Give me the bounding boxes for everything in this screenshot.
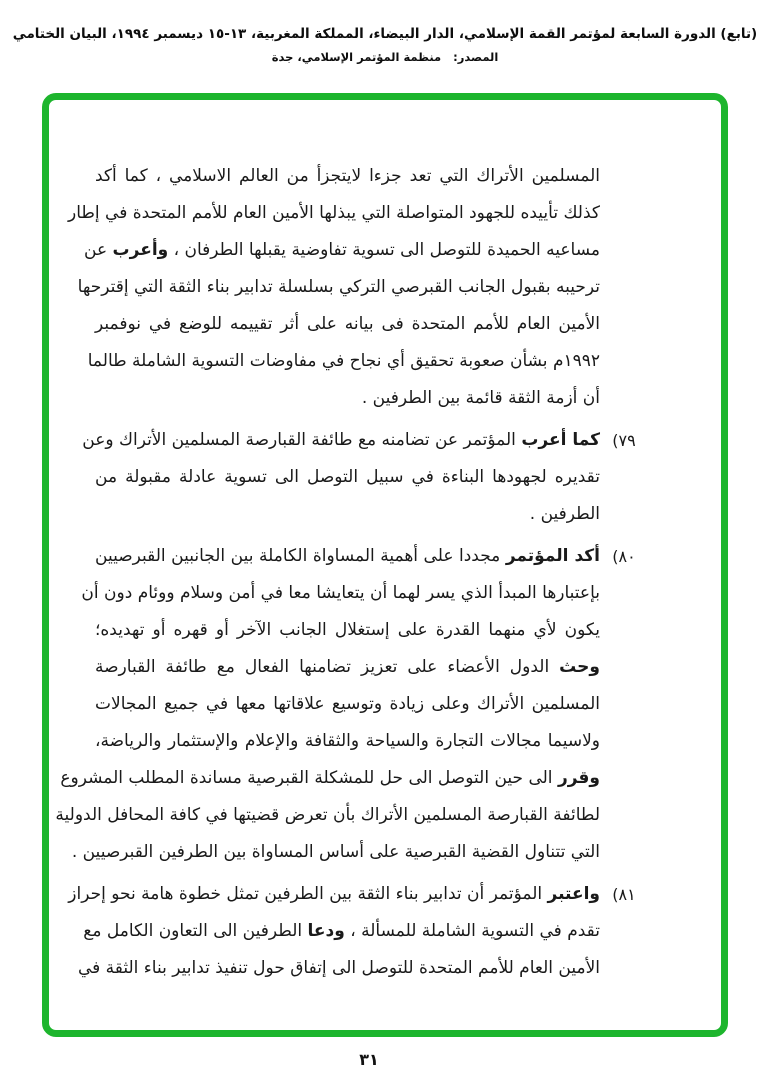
- text-segment: ترحيبه بقبول الجانب القبرصي التركي بسلسلة تدابير بناء الثقة التي إقترحها: [77, 277, 600, 297]
- text-segment: ولاسيما مجالات التجارة والسياحة والثقافة والإعلام والإستثمار والرياضة،: [95, 731, 600, 751]
- text-segment: لطائفة القبارصة المسلمين الأتراك بأن تعرض قضيتها في كافة المحافل الدولية: [55, 805, 600, 825]
- text-segment: بإعتبارها المبدأ الذي يسر لهما أن يتعايشا معا في أمن وسلام ووئام دون أن: [81, 583, 600, 603]
- text-line: [77, 269, 600, 306]
- bold-text-segment: كما أعرب: [521, 430, 600, 450]
- text-segment: المؤتمر عن تضامنه مع طائفة القبارصة المسلمين الأتراك وعن: [82, 430, 522, 450]
- source-value: منظمة المؤتمر الإسلامي، جدة: [271, 50, 442, 64]
- paragraph-text: [82, 422, 600, 533]
- text-segment: عن: [84, 240, 113, 260]
- text-segment: الأمين العام للأمم المتحدة للتوصل الى إتفاق حول تنفيذ تدابير بناء الثقة في: [77, 958, 600, 978]
- page-number: ٣١: [359, 1050, 379, 1069]
- text-segment: مجددا على أهمية المساواة الكاملة بين الجانبين القبرصيين: [95, 546, 506, 566]
- text-line: [95, 158, 600, 195]
- text-segment: الطرفين الى التعاون الكامل مع: [83, 921, 308, 941]
- paragraph-text: [55, 538, 600, 871]
- text-line: [68, 876, 600, 913]
- paragraph: [67, 158, 648, 417]
- paragraph-number: ٧٩): [612, 431, 636, 450]
- text-line: [95, 612, 600, 649]
- text-segment: مساعيه الحميدة للتوصل الى تسوية تفاوضية يقبلها الطرفان ،: [168, 240, 600, 260]
- text-segment: الى حين التوصل الى حل للمشكلة القبرصية مساندة المطلب المشروع: [60, 768, 558, 788]
- text-line: [84, 232, 600, 269]
- text-line: [95, 686, 600, 723]
- paragraph: [68, 876, 648, 987]
- text-segment: التي تتناول القضية القبرصية على أساس المساواة بين الطرفين القبرصيين .: [71, 842, 600, 862]
- paragraph: [82, 422, 648, 533]
- text-line: [95, 649, 600, 686]
- text-line: [95, 380, 600, 417]
- document-source: [0, 50, 770, 64]
- text-segment: كذلك تأييده للجهود المتواصلة التي يبذلها الأمين العام للأمم المتحدة في إطار: [67, 203, 600, 223]
- text-line: [87, 343, 600, 380]
- text-line: [77, 950, 600, 987]
- text-line: [83, 913, 600, 950]
- text-segment: المسلمين الأتراك التي تعد جزءا لايتجزأ من العالم الاسلامي ، كما أكد: [95, 166, 600, 186]
- text-segment: الطرفين .: [529, 504, 600, 524]
- document-body: [55, 158, 648, 992]
- text-segment: المسلمين الأتراك وعلى زيادة وتوسيع علاقاتها معها في جميع المجالات: [95, 694, 600, 714]
- source-label: المصدر:: [453, 50, 499, 64]
- text-segment: المؤتمر أن تدابير بناء الثقة بين الطرفين تمثل خطوة هامة نحو إحراز: [68, 884, 548, 904]
- text-segment: الدول الأعضاء على تعزيز تضامنها الفعال مع طائفة القبارصة: [95, 657, 560, 677]
- text-line: [95, 538, 600, 575]
- bold-text-segment: واعتبر: [547, 884, 600, 904]
- paragraph-number: ٨١): [612, 885, 636, 904]
- text-line: [95, 723, 600, 760]
- text-line: [55, 797, 600, 834]
- text-line: [82, 422, 600, 459]
- bold-text-segment: أكد المؤتمر: [505, 546, 600, 566]
- text-segment: تقديره لجهودها البناءة في سبيل التوصل الى تسوية عادلة مقبولة من: [95, 467, 600, 487]
- text-segment: الأمين العام للأمم المتحدة فى بيانه على أثر تقييمه للوضع في نوفمبر: [95, 314, 600, 334]
- page-frame: [42, 93, 728, 1037]
- document-header: [0, 24, 770, 64]
- text-line: [81, 575, 600, 612]
- text-line: [95, 459, 600, 496]
- bold-text-segment: وقرر: [557, 768, 600, 788]
- paragraph-number: [600, 158, 648, 417]
- text-segment: ١٩٩٢م بشأن صعوبة تحقيق أي نجاح في مفاوضات التسوية الشاملة طالما: [87, 351, 600, 371]
- text-line: [67, 195, 600, 232]
- text-line: [95, 306, 600, 343]
- document-title: (تابع) الدورة السابعة لمؤتمر القمة الإسلامي، الدار البيضاء، المملكة المغربية، ١٣-١٥ ديسمبر ١٩٩٤، البيان الختامي: [12, 26, 758, 42]
- paragraph-text: [68, 876, 600, 987]
- text-line: [60, 760, 600, 797]
- bold-text-segment: وحث: [559, 657, 600, 677]
- bold-text-segment: وأعرب: [112, 240, 169, 260]
- text-segment: يكون لأي منهما القدرة على إستغلال الجانب الآخر أو قهره أو تهديده؛: [95, 620, 600, 640]
- text-segment: تقدم في التسوية الشاملة للمسألة ،: [344, 921, 600, 941]
- text-line: [95, 496, 600, 533]
- paragraph-number: ٨٠): [612, 547, 636, 566]
- text-segment: أن أزمة الثقة قائمة بين الطرفين .: [361, 388, 600, 408]
- bold-text-segment: ودعا: [307, 921, 345, 941]
- text-line: [71, 834, 600, 871]
- paragraph: [55, 538, 648, 871]
- paragraph-text: [67, 158, 600, 417]
